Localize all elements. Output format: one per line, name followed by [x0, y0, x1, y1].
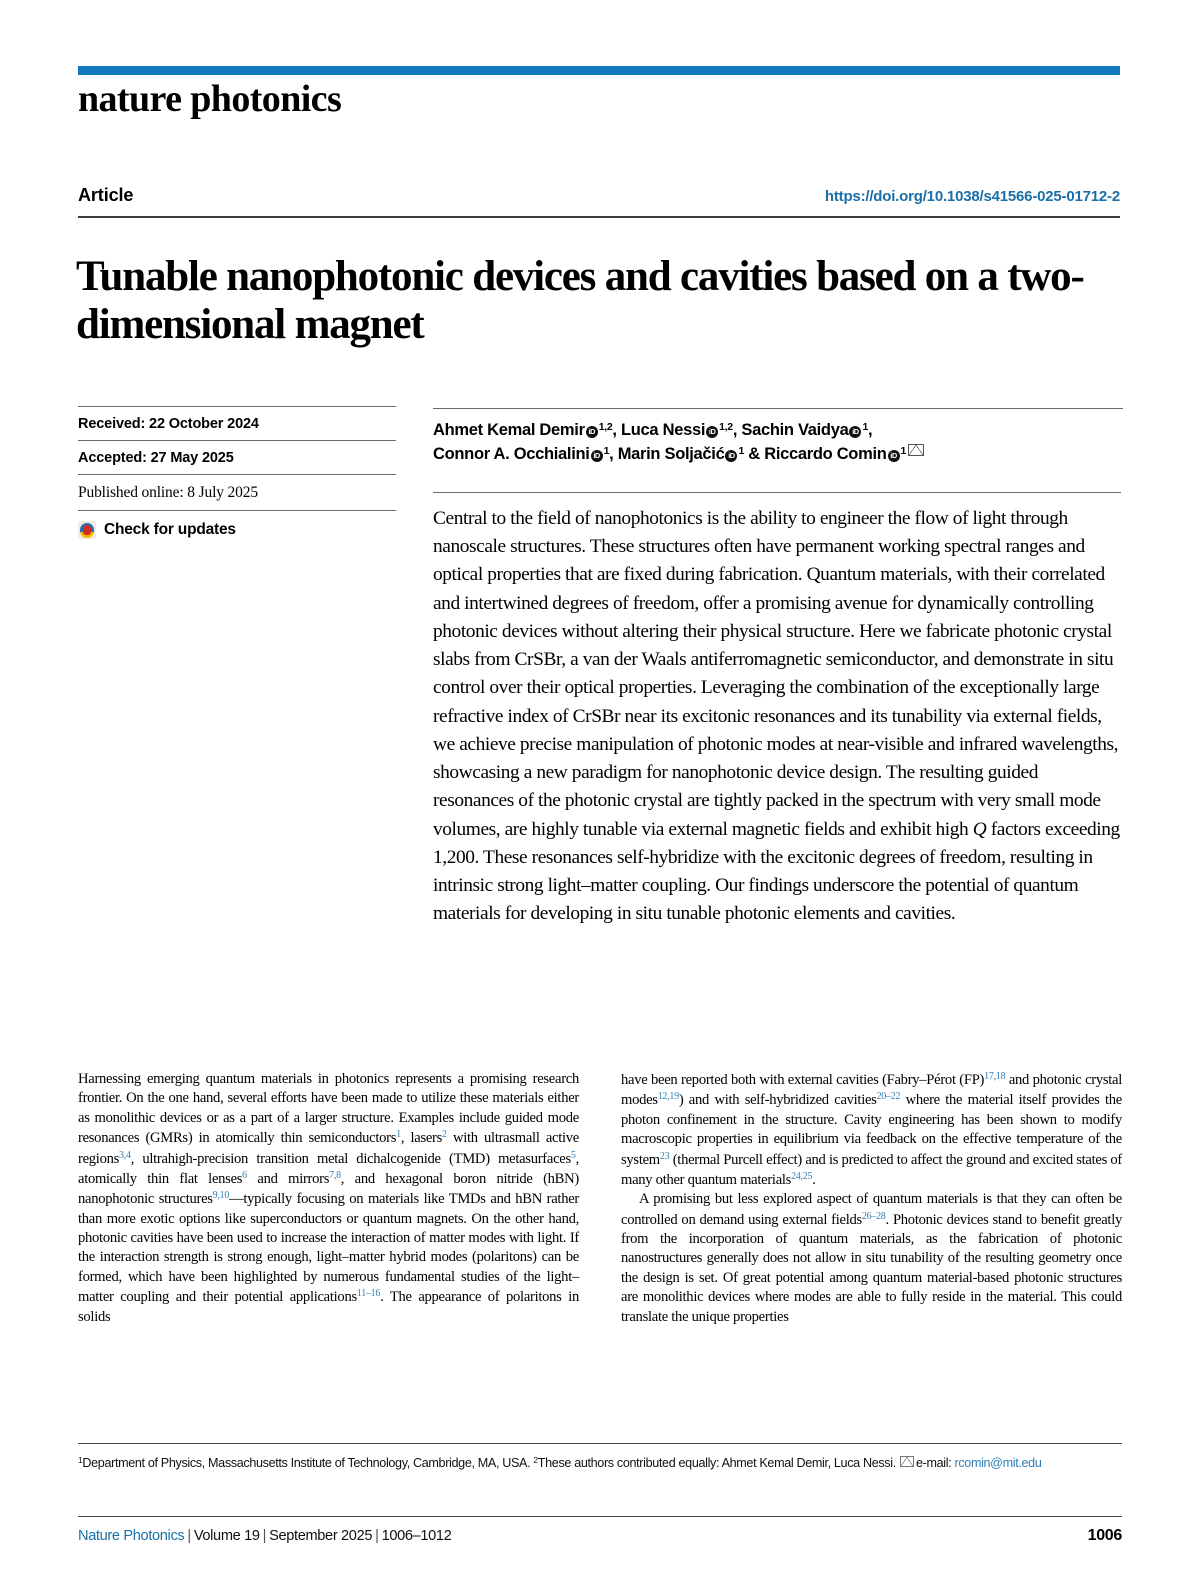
text-run: where the material itself provides the photon confinement in the structure. Cavity engineering has been shown to modify macroscopic properties in equilibrium via feedback on the effective temperature of the system: [621, 1092, 1122, 1168]
accepted-label: Accepted:: [78, 450, 147, 466]
abstract-italic-q: Q: [972, 818, 987, 840]
accepted-row: [78, 441, 396, 474]
published-label: Published online:: [78, 484, 184, 501]
check-for-updates-label: Check for updates: [104, 521, 236, 538]
text-run: and mirrors: [246, 1170, 330, 1187]
page-title: Tunable nanophotonic devices and cavities based on a two-dimensional magnet: [76, 252, 1084, 349]
footer-volume: Volume 19: [193, 1528, 260, 1544]
citation-ref[interactable]: 9,10: [212, 1190, 230, 1202]
abstract-section: [433, 492, 1121, 929]
footer-separator: |: [187, 1528, 191, 1544]
authors-divider: [433, 408, 1123, 409]
text-run: with ultrasmall active regions: [78, 1130, 579, 1167]
footer-pages: 1006–1012: [381, 1528, 452, 1544]
orcid-icon[interactable]: iD: [888, 450, 900, 462]
footer-journal-name[interactable]: Nature Photonics: [78, 1528, 185, 1544]
authors-line-2: [433, 442, 1123, 466]
orcid-icon[interactable]: iD: [725, 450, 737, 462]
page-number: 1006: [1087, 1527, 1122, 1544]
author-affiliation-sup: 1,2: [719, 421, 733, 433]
check-for-updates-button[interactable]: [78, 511, 396, 539]
affiliation-marker: 1: [78, 1455, 83, 1465]
paragraph: [621, 1190, 1122, 1327]
author-separator: &: [744, 445, 765, 464]
author-affiliation-sup: 1: [900, 445, 907, 458]
header-divider: [78, 216, 1120, 218]
affiliation-marker: 2: [533, 1455, 538, 1465]
citation-ref[interactable]: 7,8: [329, 1169, 341, 1181]
received-row: [78, 407, 396, 440]
abstract-part-2: factors exceeding 1,200. These resonances self-hybridize with the excitonic degrees of freedom, resulting in intrinsic strong light–matter coupling. Our findings underscore the potential of quantum materials for developing in situ tunable photonic elements and cavities.: [433, 818, 1120, 925]
text-run: Harnessing emerging quantum materials in photonics represents a promising research frontier. On the one hand, several efforts have been made to utilize these materials either as monolithic devices or as a part of a larger structure. Examples include guided mode resonances (GMRs) in atomically thin semiconductors: [78, 1071, 579, 1147]
author-separator: ,: [609, 445, 618, 464]
author-name[interactable]: Connor A. Occhialini: [433, 445, 590, 464]
author-affiliation-sup: 1: [603, 445, 610, 458]
text-run: , atomically thin flat lenses: [78, 1150, 579, 1187]
article-type-label: Article: [78, 185, 134, 205]
text-run: , and hexagonal boron nitride (hBN) nanophotonic structures: [78, 1170, 579, 1208]
email-label: e-mail:: [916, 1456, 955, 1470]
text-run: A promising but less explored aspect of quantum materials is that they can often be controlled on demand using external fields: [621, 1191, 1122, 1228]
citation-ref[interactable]: 3,4: [119, 1149, 131, 1161]
published-value: 8 July 2025: [183, 484, 258, 501]
published-row: [78, 475, 396, 510]
author-name[interactable]: Marin Soljačić: [617, 445, 725, 464]
author-name[interactable]: Riccardo Comin: [764, 445, 887, 464]
author-affiliation-sup: 1: [738, 445, 745, 458]
email-link[interactable]: rcomin@mit.edu: [954, 1456, 1042, 1470]
author-affiliation-sup: 1,2: [598, 421, 613, 433]
authors-line-1: [433, 418, 1123, 442]
received-value: 22 October 2024: [145, 416, 259, 432]
affiliations-note: [78, 1453, 1122, 1473]
citation-ref[interactable]: 5: [570, 1149, 576, 1161]
author-name[interactable]: Ahmet Kemal Demir: [433, 421, 585, 439]
citation-ref[interactable]: 2: [442, 1129, 447, 1141]
author-separator: ,: [868, 421, 873, 439]
paragraph: [78, 1070, 579, 1327]
author-affiliation-sup: 1: [862, 421, 869, 433]
author-name[interactable]: Sachin Vaidya: [741, 421, 849, 439]
accepted-value: 27 May 2025: [146, 450, 234, 466]
article-metadata: [78, 406, 396, 539]
orcid-icon[interactable]: iD: [706, 426, 718, 438]
doi-link[interactable]: https://doi.org/10.1038/s41566-025-01712-2: [824, 188, 1120, 205]
page-footer: [78, 1527, 1122, 1545]
abstract-text: [433, 505, 1121, 929]
abstract-divider: [433, 492, 1121, 493]
affiliation-text-1: Department of Physics, Massachusetts Institute of Technology, Cambridge, MA, USA.: [82, 1456, 534, 1470]
citation-ref[interactable]: 26–28: [861, 1210, 886, 1222]
text-run: (thermal Purcell effect) and is predicted to affect the ground and excited states of many other quantum materials: [621, 1151, 1122, 1188]
affiliations-divider: [78, 1443, 1122, 1444]
text-run: ) and with self-hybridized cavities: [678, 1092, 877, 1109]
citation-ref[interactable]: 17,18: [984, 1071, 1006, 1082]
body-column-left: [78, 1070, 579, 1327]
text-run: , lasers: [400, 1130, 443, 1147]
masthead-color-bar: [78, 66, 1120, 75]
footer-separator: |: [262, 1528, 267, 1544]
citation-ref[interactable]: 1: [396, 1129, 401, 1141]
citation-ref[interactable]: 24,25: [791, 1170, 813, 1182]
text-run: and photonic crystal modes: [621, 1072, 1123, 1109]
author-name[interactable]: Luca Nessi: [620, 421, 706, 439]
orcid-icon[interactable]: iD: [591, 450, 603, 462]
crossmark-icon: [78, 521, 96, 539]
citation-ref[interactable]: 12,19: [657, 1091, 679, 1103]
email-envelope-icon: [900, 1456, 914, 1467]
article-body: [78, 1070, 1122, 1327]
received-label: Received:: [78, 416, 146, 432]
footer-separator: |: [375, 1528, 379, 1544]
author-separator: ,: [732, 421, 742, 439]
footer-citation: [78, 1528, 451, 1544]
citation-ref[interactable]: 11–16: [356, 1288, 381, 1300]
footer-divider: [78, 1516, 1122, 1517]
citation-ref[interactable]: 20–22: [876, 1091, 901, 1103]
abstract-part-1: Central to the field of nanophotonics is the ability to engineer the flow of light through nanoscale structures. These structures often have permanent working spectral ranges and optical properties that are fixed during fabrication. Quantum materials, with their correlated and intertwined degrees of freedom, offer a promising avenue for dynamically controlling photonic devices without altering their physical structure. Here we fabricate photonic crystal slabs from CrSBr, a van der Waals antiferromagnetic semiconductor, and demonstrate in situ control over their optical properties. Leveraging the combination of the exceptionally large refractive index of CrSBr near its excitonic resonances and its tunability via external fields, we achieve precise manipulation of photonic modes at near-visible and infrared wavelengths, showcasing a new paradigm for nanophotonic device design. The resulting guided resonances of the photonic crystal are tightly packed in the spectrum with very small mode volumes, are highly tunable via external magnetic fields and exhibit high: [433, 508, 1119, 840]
citation-ref[interactable]: 6: [242, 1169, 247, 1181]
orcid-icon[interactable]: iD: [849, 426, 861, 438]
corresponding-author-envelope-icon[interactable]: [908, 444, 924, 456]
text-run: . The appearance of polaritons in solids: [78, 1289, 579, 1325]
orcid-icon[interactable]: iD: [586, 426, 598, 438]
affiliation-text-2: These authors contributed equally: Ahmet Kemal Demir, Luca Nessi.: [537, 1456, 899, 1470]
text-run: , ultrahigh-precision transition metal dichalcogenide (TMD) metasurfaces: [130, 1150, 571, 1167]
footer-issue-date: September 2025: [269, 1528, 373, 1544]
citation-ref[interactable]: 23: [659, 1150, 670, 1162]
body-column-right: [621, 1070, 1122, 1327]
paragraph: [621, 1070, 1122, 1190]
text-run: —typically focusing on materials like TMDs and hBN rather than more exotic options like superconductors or quantum magnets. On the other hand, photonic cavities have been used to increase the interaction of matter modes with light. If the interaction strength is strong enough, light–matter hybrid modes (polaritons) can be formed, which have been highlighted by numerous fundamental studies of the light–matter coupling and their potential applications: [78, 1191, 579, 1306]
author-list: [433, 408, 1123, 466]
text-run: have been reported both with external cavities (Fabry–Pérot (FP): [621, 1072, 985, 1088]
text-run: .: [812, 1171, 816, 1188]
author-separator: ,: [612, 421, 621, 439]
text-run: . Photonic devices stand to benefit greatly from the incorporation of quantum materials, as the fabrication of photonic nanostructures generally does not allow in situ tunability of the resulting geometry once the design is set. Of great potential among quantum material-based photonic structures are monolithic devices where modes are able to fully reside in the material. This could translate the unique properties: [621, 1211, 1122, 1325]
journal-masthead: nature photonics: [78, 78, 342, 120]
